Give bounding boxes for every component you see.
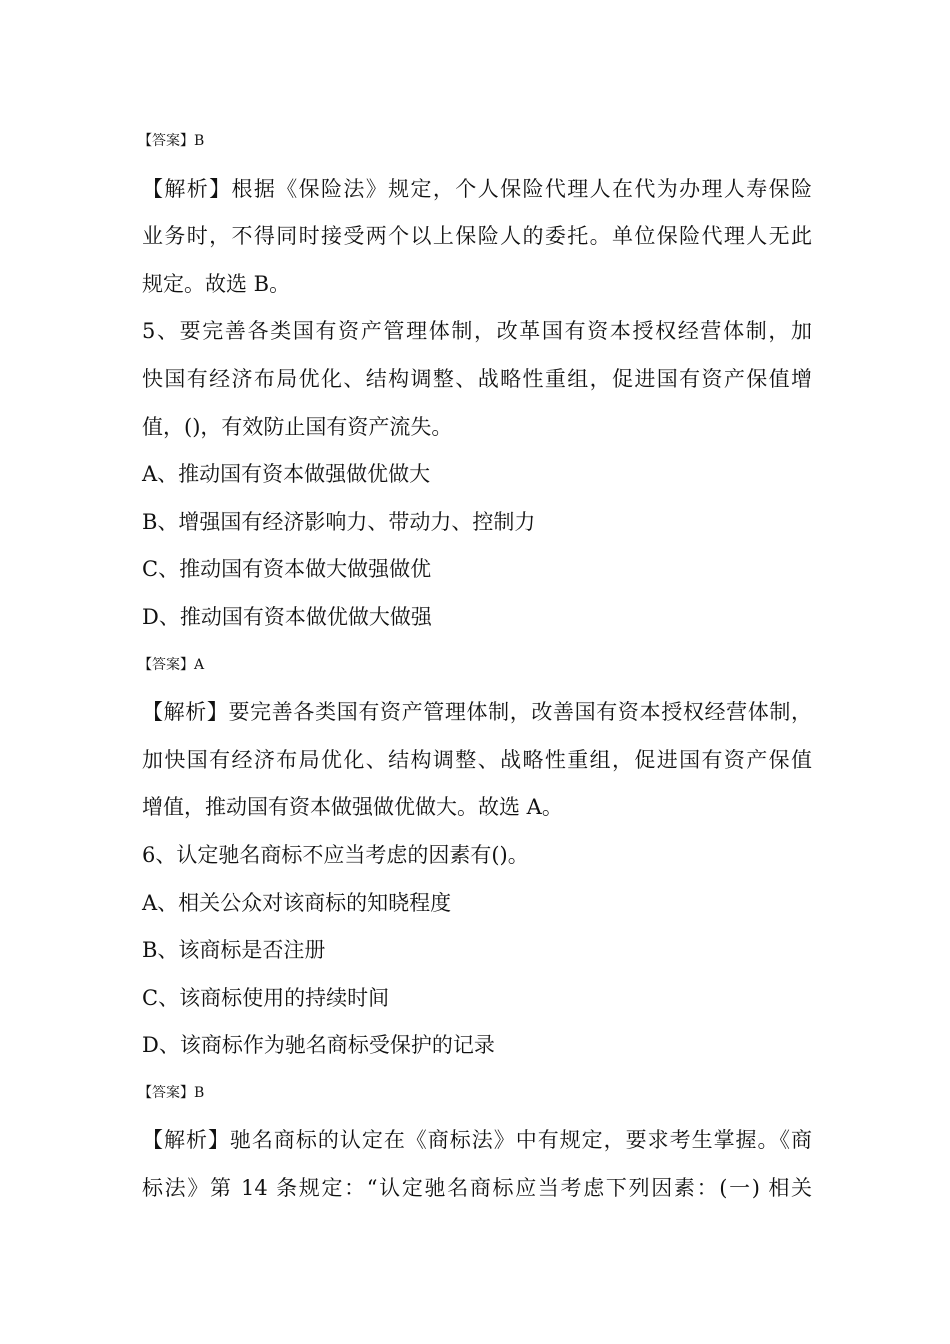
explanation-line: 【解析】要完善各类国有资产管理体制，改善国有资本授权经营体制，	[142, 700, 812, 725]
explanation-line: 增值，推动国有资本做强做优做大。故选 A。	[142, 795, 563, 820]
answer-line: 【答案】B	[138, 1084, 205, 1101]
question-line: 值，()，有效防止国有资产流失。	[142, 414, 453, 439]
question-line: 快国有经济布局优化、结构调整、战略性重组，促进国有资产保值增	[142, 366, 812, 391]
option-line: D、推动国有资本做优做大做强	[142, 604, 432, 629]
explanation-line: 【解析】驰名商标的认定在《商标法》中有规定，要求考生掌握。《商	[142, 1128, 812, 1153]
explanation-line: 标法》第 14 条规定：“认定驰名商标应当考虑下列因素：(一) 相关	[142, 1176, 812, 1201]
explanation-line: 【解析】根据《保险法》规定，个人保险代理人在代为办理人寿保险	[142, 176, 812, 201]
explanation-line: 业务时，不得同时接受两个以上保险人的委托。单位保险代理人无此	[142, 224, 812, 249]
answer-line: 【答案】B	[138, 133, 205, 149]
document-body	[138, 118, 812, 1213]
option-line: A、相关公众对该商标的知晓程度	[142, 890, 452, 915]
explanation-line: 规定。故选 B。	[142, 271, 291, 296]
option-line: C、该商标使用的持续时间	[142, 985, 390, 1010]
question-line: 5、要完善各类国有资产管理体制，改革国有资本授权经营体制，加	[142, 319, 812, 344]
option-line: C、推动国有资本做大做强做优	[142, 557, 432, 582]
explanation-line: 加快国有经济布局优化、结构调整、战略性重组，促进国有资产保值	[142, 747, 812, 772]
option-line: B、该商标是否注册	[142, 938, 326, 963]
answer-line: 【答案】A	[138, 656, 205, 673]
option-line: D、该商标作为驰名商标受保护的记录	[142, 1033, 495, 1058]
option-line: B、增强国有经济影响力、带动力、控制力	[142, 509, 536, 534]
question-line: 6、认定驰名商标不应当考虑的因素有()。	[142, 842, 529, 867]
option-line: A、推动国有资本做强做优做大	[142, 462, 431, 487]
